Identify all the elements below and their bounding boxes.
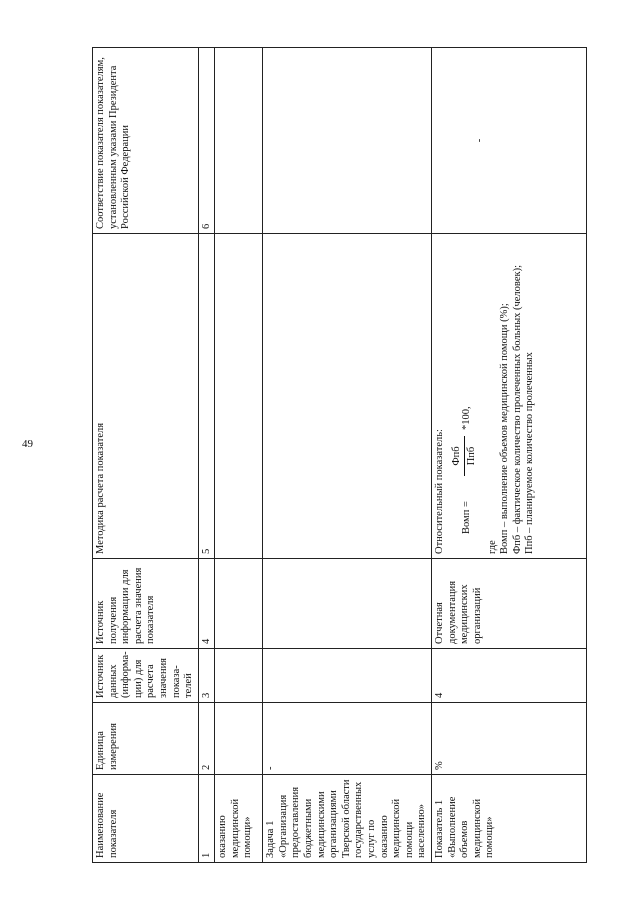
formula-lhs: Вомп = xyxy=(460,501,472,534)
empty-cell xyxy=(215,649,263,703)
indicator-method-cell xyxy=(432,234,587,559)
empty-cell xyxy=(215,559,263,649)
header-info-source: Источник получения информации для расчета значения показателя xyxy=(93,559,199,649)
header-compliance: Соответствие показателя показателям, установленным указами Президента Российской Федерации xyxy=(93,48,199,234)
header-unit: Единица измерения xyxy=(93,703,199,775)
column-number: 4 xyxy=(198,559,215,649)
table-row xyxy=(215,48,263,863)
formula-numerator: Фпб xyxy=(451,436,466,476)
method-definition: Ппб – планируемое количество пролеченных xyxy=(524,352,536,554)
indicator-info-source-cell: Отчетная документация медицинских организаций xyxy=(432,559,587,649)
table-row xyxy=(263,48,432,863)
header-indicator-name: Наименование показателя xyxy=(93,775,199,863)
formula-multiplier: *100, xyxy=(460,406,472,430)
header-data-source: Источник данных (информа-ции) для расчета значения показа-телей xyxy=(93,649,199,703)
empty-cell xyxy=(215,703,263,775)
column-number-row xyxy=(198,48,215,863)
method-where: где xyxy=(486,540,498,554)
empty-cell xyxy=(263,234,432,559)
empty-cell xyxy=(263,559,432,649)
formula-fraction xyxy=(451,436,479,476)
header-method: Методика расчета показателя xyxy=(93,234,199,559)
empty-cell xyxy=(215,234,263,559)
column-number: 5 xyxy=(198,234,215,559)
task-unit-cell: - xyxy=(263,703,432,775)
indicator-name-cell: Показатель 1 «Выполнение объемов медицинской помощи» xyxy=(432,775,587,863)
empty-cell xyxy=(215,48,263,234)
empty-cell xyxy=(263,48,432,234)
indicator-data-source-cell: 4 xyxy=(432,649,587,703)
column-number: 3 xyxy=(198,649,215,703)
method-definition: Фпб – фактическое количество пролеченных больных (человек); xyxy=(511,265,523,554)
method-intro: Относительный показатель: xyxy=(434,429,446,554)
compliance-value: - xyxy=(474,138,486,143)
column-number: 2 xyxy=(198,703,215,775)
formula-denominator: Ппб xyxy=(466,446,478,466)
indicators-table xyxy=(92,47,587,863)
indicator-unit-cell: % xyxy=(432,703,587,775)
column-number: 6 xyxy=(198,48,215,234)
method-definition: Вомп – выполнение объемов медицинской помощи (%); xyxy=(499,303,511,554)
formula xyxy=(451,238,485,554)
indicator-compliance-cell xyxy=(432,48,587,234)
continuation-name-cell: оказанию медицинской помощи» xyxy=(215,775,263,863)
table-row xyxy=(432,48,587,863)
empty-cell xyxy=(263,649,432,703)
task-name-cell: Задача 1 «Организация предоставления бюджетными медицинскими организациями Тверской области государственных услуг по оказанию медицинской помощи населению» xyxy=(263,775,432,863)
table-header-row xyxy=(93,48,199,863)
rotated-page-content xyxy=(92,48,612,863)
page-number: 49 xyxy=(22,438,33,450)
column-number: 1 xyxy=(198,775,215,863)
